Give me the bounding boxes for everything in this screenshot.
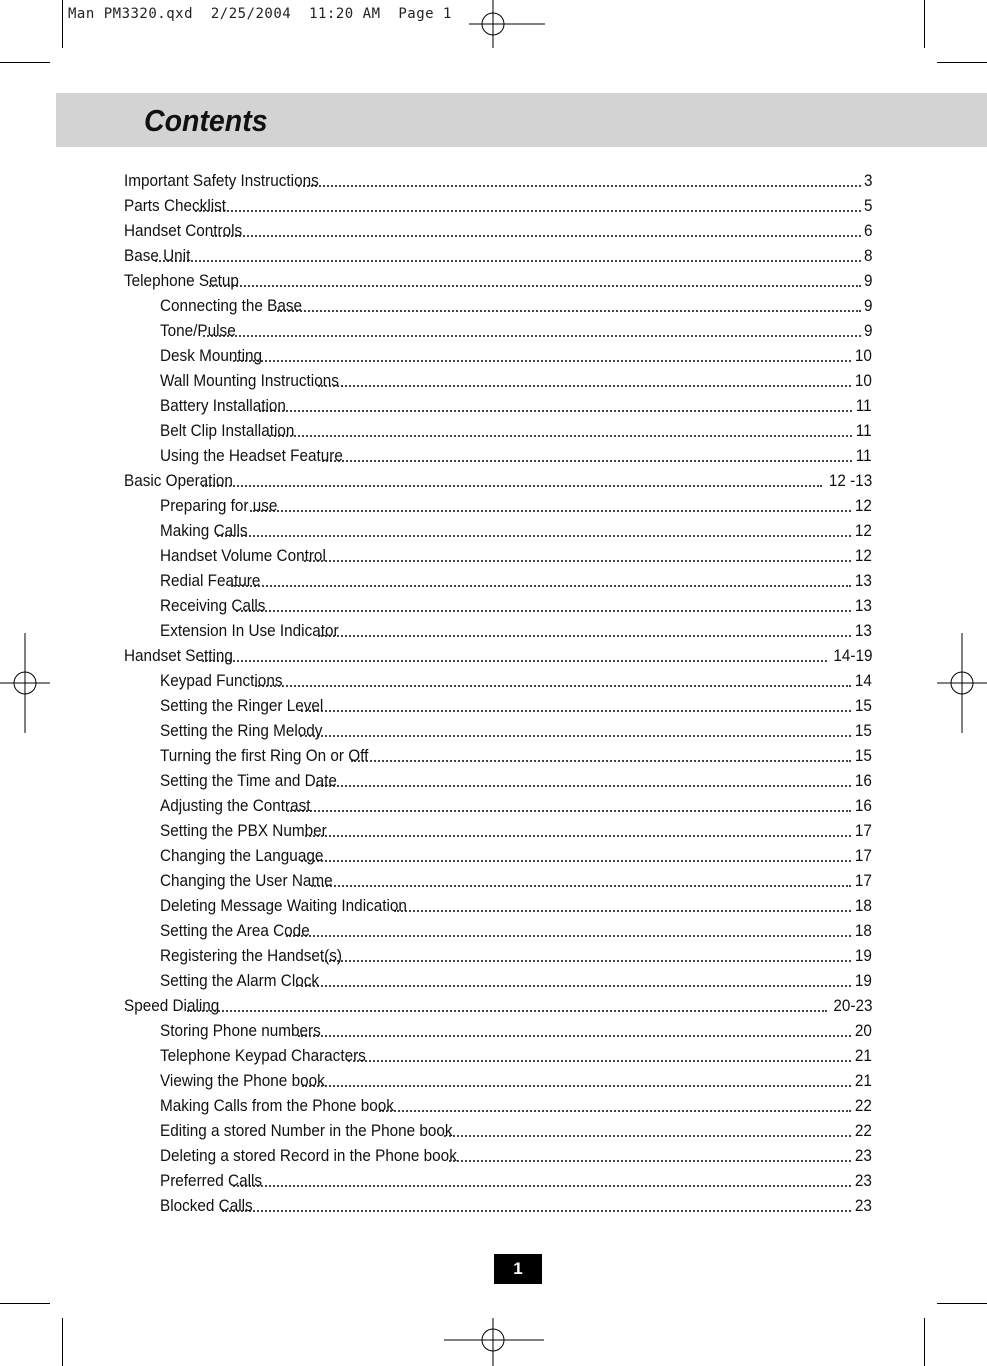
toc-entry bbox=[124, 1068, 872, 1093]
dot-leader bbox=[348, 1060, 851, 1062]
toc-entry-label: Setting the Alarm Clock bbox=[160, 971, 320, 990]
toc-entry-label: Keypad Functions bbox=[160, 671, 283, 690]
toc-entry-page: 8 bbox=[863, 246, 872, 265]
toc-entry-page: 18 bbox=[854, 921, 872, 940]
toc-entry bbox=[124, 443, 872, 468]
dot-leader bbox=[202, 485, 822, 487]
toc-entry-page: 11 bbox=[856, 446, 872, 465]
toc-entry bbox=[124, 968, 872, 993]
dot-leader bbox=[316, 785, 851, 787]
toc-entry bbox=[124, 993, 872, 1018]
toc-entry bbox=[124, 743, 872, 768]
toc-entry-label: Setting the Time and Date bbox=[160, 771, 337, 790]
toc-entry-label: Parts Checklist bbox=[124, 196, 227, 215]
dot-leader bbox=[236, 610, 851, 612]
toc-entry-page: 13 bbox=[854, 571, 872, 590]
toc-entry-label: Registering the Handset(s) bbox=[160, 946, 342, 965]
toc-entry-page: 10 bbox=[854, 371, 872, 390]
toc-entry bbox=[124, 893, 872, 918]
toc-entry-page: 9 bbox=[863, 296, 872, 315]
toc-entry bbox=[124, 418, 872, 443]
toc-entry-label: Setting the Ringer Level bbox=[160, 696, 324, 715]
registration-mark-icon bbox=[469, 0, 545, 48]
toc-entry-page: 12 -13 bbox=[828, 471, 872, 490]
dot-leader bbox=[277, 310, 860, 312]
toc-entry-page: 14 bbox=[854, 671, 872, 690]
toc-entry-page: 17 bbox=[854, 846, 872, 865]
toc-entry-label: Battery Installation bbox=[160, 396, 286, 415]
crop-mark bbox=[937, 62, 987, 63]
toc-entry-page: 11 bbox=[856, 396, 872, 415]
toc-entry-page: 20-23 bbox=[832, 996, 872, 1015]
toc-entry-label: Changing the Language bbox=[160, 846, 324, 865]
table-of-contents bbox=[124, 168, 872, 1218]
toc-entry-label: Belt Clip Installation bbox=[160, 421, 295, 440]
toc-entry-label: Extension In Use Indicator bbox=[160, 621, 339, 640]
toc-entry bbox=[124, 368, 872, 393]
toc-entry-page: 23 bbox=[854, 1171, 872, 1190]
toc-entry bbox=[124, 1143, 872, 1168]
toc-entry-page: 18 bbox=[854, 896, 872, 915]
toc-entry-label: Base Unit bbox=[124, 246, 191, 265]
toc-entry bbox=[124, 543, 872, 568]
dot-leader bbox=[300, 735, 851, 737]
dot-leader bbox=[187, 1010, 827, 1012]
toc-entry-label: Connecting the Base bbox=[160, 296, 303, 315]
toc-entry bbox=[124, 643, 872, 668]
dot-leader bbox=[449, 1160, 851, 1162]
toc-entry-page: 19 bbox=[854, 946, 872, 965]
toc-entry bbox=[124, 1118, 872, 1143]
toc-entry-page: 15 bbox=[854, 746, 872, 765]
toc-entry-page: 9 bbox=[863, 271, 872, 290]
toc-entry-label: Changing the User Name bbox=[160, 871, 333, 890]
toc-entry bbox=[124, 343, 872, 368]
toc-entry-page: 12 bbox=[854, 496, 872, 515]
toc-entry-label: Handset Volume Control bbox=[160, 546, 326, 565]
toc-entry-label: Setting the Ring Melody bbox=[160, 721, 323, 740]
crop-mark bbox=[924, 0, 925, 48]
dot-leader bbox=[195, 210, 861, 212]
toc-entry bbox=[124, 293, 872, 318]
dot-leader bbox=[250, 510, 851, 512]
toc-entry-label: Telephone Keypad Characters bbox=[160, 1046, 366, 1065]
toc-entry-page: 3 bbox=[863, 171, 872, 190]
toc-entry-label: Viewing the Phone book bbox=[160, 1071, 325, 1090]
toc-entry-page: 13 bbox=[854, 596, 872, 615]
dot-leader bbox=[311, 885, 851, 887]
toc-entry bbox=[124, 818, 872, 843]
dot-leader bbox=[212, 235, 860, 237]
dot-leader bbox=[301, 710, 851, 712]
toc-entry-page: 12 bbox=[854, 521, 872, 540]
toc-entry-page: 23 bbox=[854, 1146, 872, 1165]
toc-entry-label: Using the Headset Feature bbox=[160, 446, 343, 465]
toc-entry-page: 21 bbox=[854, 1071, 872, 1090]
crop-mark bbox=[62, 0, 63, 48]
toc-entry bbox=[124, 243, 872, 268]
page-number: 1 bbox=[494, 1254, 542, 1284]
crop-mark bbox=[62, 1318, 63, 1366]
toc-entry bbox=[124, 218, 872, 243]
crop-mark bbox=[924, 1318, 925, 1366]
dot-leader bbox=[301, 860, 851, 862]
toc-entry bbox=[124, 843, 872, 868]
dot-leader bbox=[318, 385, 851, 387]
dot-leader bbox=[296, 985, 851, 987]
dot-leader bbox=[259, 410, 852, 412]
toc-entry-label: Handset Controls bbox=[124, 221, 243, 240]
dot-leader bbox=[222, 1210, 851, 1212]
toc-entry-label: Tone/Pulse bbox=[160, 321, 236, 340]
toc-entry-label: Deleting a stored Record in the Phone book bbox=[160, 1146, 457, 1165]
toc-entry bbox=[124, 318, 872, 343]
dot-leader bbox=[322, 460, 852, 462]
dot-leader bbox=[202, 660, 826, 662]
print-slug: Man PM3320.qxd 2/25/2004 11:20 AM Page 1 bbox=[68, 6, 452, 22]
toc-entry-label: Wall Mounting Instructions bbox=[160, 371, 339, 390]
toc-entry-label: Telephone Setup bbox=[124, 271, 239, 290]
dot-leader bbox=[298, 1035, 851, 1037]
dot-leader bbox=[444, 1135, 851, 1137]
toc-entry-label: Important Safety Instructions bbox=[124, 171, 319, 190]
toc-entry bbox=[124, 918, 872, 943]
toc-entry-label: Setting the Area Code bbox=[160, 921, 310, 940]
dot-leader bbox=[209, 285, 861, 287]
toc-entry bbox=[124, 393, 872, 418]
dot-leader bbox=[203, 335, 860, 337]
toc-entry bbox=[124, 768, 872, 793]
dot-leader bbox=[298, 185, 861, 187]
dot-leader bbox=[233, 360, 851, 362]
dot-leader bbox=[379, 1110, 851, 1112]
dot-leader bbox=[302, 1085, 851, 1087]
toc-entry-page: 16 bbox=[854, 796, 872, 815]
toc-entry bbox=[124, 618, 872, 643]
toc-entry-label: Editing a stored Number in the Phone book bbox=[160, 1121, 453, 1140]
dot-leader bbox=[217, 535, 851, 537]
toc-entry-label: Storing Phone numbers bbox=[160, 1021, 321, 1040]
toc-entry-page: 22 bbox=[854, 1096, 872, 1115]
toc-entry-label: Speed Dialing bbox=[124, 996, 220, 1015]
toc-entry bbox=[124, 943, 872, 968]
page-title: Contents bbox=[144, 103, 268, 138]
toc-entry bbox=[124, 518, 872, 543]
dot-leader bbox=[269, 435, 853, 437]
dot-leader bbox=[233, 1185, 851, 1187]
registration-mark-icon bbox=[937, 633, 987, 733]
dot-leader bbox=[351, 760, 851, 762]
toc-entry-page: 12 bbox=[854, 546, 872, 565]
crop-mark bbox=[937, 1303, 987, 1304]
crop-mark bbox=[0, 62, 50, 63]
toc-entry bbox=[124, 493, 872, 518]
toc-entry bbox=[124, 168, 872, 193]
toc-entry-label: Desk Mounting bbox=[160, 346, 263, 365]
toc-entry-page: 15 bbox=[854, 696, 872, 715]
toc-entry-label: Making Calls bbox=[160, 521, 248, 540]
toc-entry-page: 13 bbox=[854, 621, 872, 640]
dot-leader bbox=[322, 960, 852, 962]
toc-entry bbox=[124, 593, 872, 618]
toc-entry bbox=[124, 718, 872, 743]
toc-entry-label: Receiving Calls bbox=[160, 596, 266, 615]
toc-entry-label: Deleting Message Waiting Indication bbox=[160, 896, 407, 915]
toc-entry bbox=[124, 1043, 872, 1068]
toc-entry bbox=[124, 693, 872, 718]
toc-entry-page: 17 bbox=[854, 821, 872, 840]
toc-entry bbox=[124, 568, 872, 593]
dot-leader bbox=[304, 560, 852, 562]
toc-entry bbox=[124, 193, 872, 218]
toc-entry bbox=[124, 1093, 872, 1118]
dot-leader bbox=[394, 910, 851, 912]
toc-entry-page: 22 bbox=[854, 1121, 872, 1140]
toc-entry-page: 14-19 bbox=[832, 646, 872, 665]
dot-leader bbox=[231, 585, 851, 587]
dot-leader bbox=[155, 260, 861, 262]
toc-entry bbox=[124, 1193, 872, 1218]
registration-mark-icon bbox=[0, 633, 50, 733]
toc-entry bbox=[124, 793, 872, 818]
toc-entry bbox=[124, 468, 872, 493]
toc-entry-label: Handset Setting bbox=[124, 646, 233, 665]
toc-entry-page: 21 bbox=[854, 1046, 872, 1065]
toc-entry-page: 23 bbox=[854, 1196, 872, 1215]
toc-entry-label: Adjusting the Contrast bbox=[160, 796, 311, 815]
toc-entry bbox=[124, 1168, 872, 1193]
toc-entry-label: Making Calls from the Phone book bbox=[160, 1096, 394, 1115]
toc-entry-label: Preferred Calls bbox=[160, 1171, 263, 1190]
toc-entry-page: 9 bbox=[863, 321, 872, 340]
toc-entry bbox=[124, 1018, 872, 1043]
toc-entry-page: 16 bbox=[854, 771, 872, 790]
toc-entry-page: 11 bbox=[856, 421, 872, 440]
crop-mark bbox=[0, 1303, 50, 1304]
toc-entry-page: 17 bbox=[854, 871, 872, 890]
dot-leader bbox=[318, 635, 851, 637]
dot-leader bbox=[305, 835, 852, 837]
toc-entry bbox=[124, 668, 872, 693]
toc-entry-label: Basic Operation bbox=[124, 471, 233, 490]
registration-mark-icon bbox=[444, 1318, 544, 1366]
toc-entry-page: 6 bbox=[863, 221, 872, 240]
toc-entry-label: Setting the PBX Number bbox=[160, 821, 327, 840]
toc-entry-label: Turning the first Ring On or Off bbox=[160, 746, 369, 765]
toc-entry-page: 15 bbox=[854, 721, 872, 740]
toc-entry-page: 20 bbox=[854, 1021, 872, 1040]
toc-entry-label: Redial Feature bbox=[160, 571, 261, 590]
dot-leader bbox=[287, 810, 852, 812]
toc-entry bbox=[124, 268, 872, 293]
dot-leader bbox=[255, 685, 851, 687]
toc-entry-page: 19 bbox=[854, 971, 872, 990]
toc-entry bbox=[124, 868, 872, 893]
toc-entry-label: Blocked Calls bbox=[160, 1196, 253, 1215]
toc-entry-page: 10 bbox=[854, 346, 872, 365]
toc-entry-page: 5 bbox=[863, 196, 872, 215]
dot-leader bbox=[286, 935, 851, 937]
toc-entry-label: Preparing for use bbox=[160, 496, 278, 515]
